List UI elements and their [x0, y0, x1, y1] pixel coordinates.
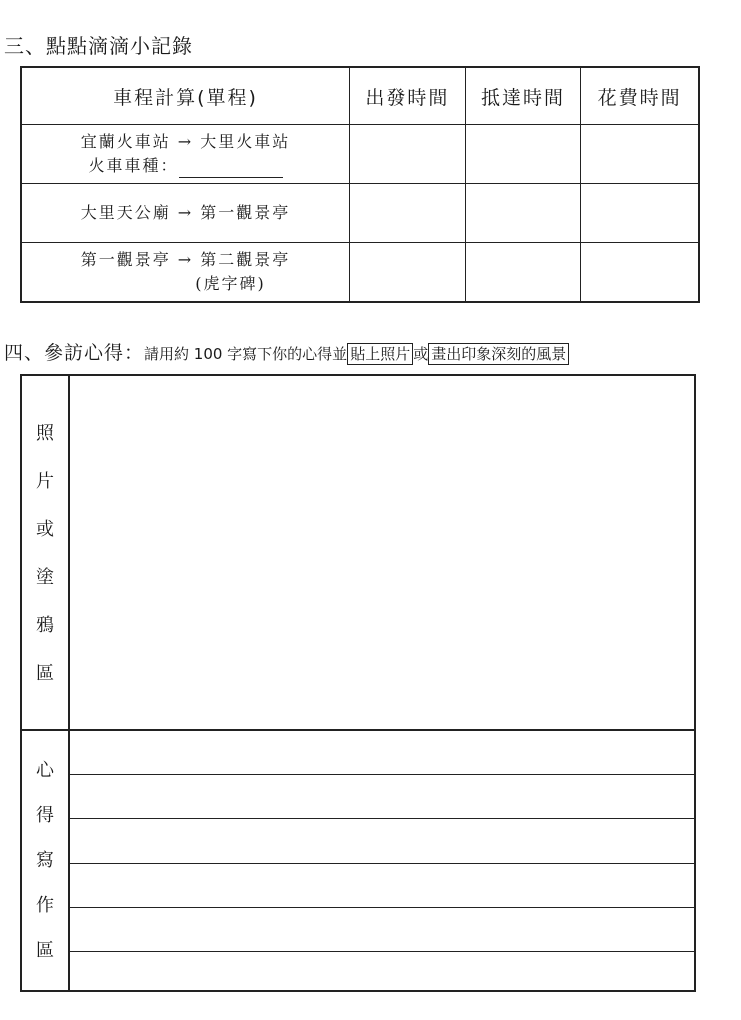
arrival-cell[interactable]	[465, 125, 581, 184]
label-char: 心	[36, 760, 54, 781]
instruction-or: 或	[413, 345, 429, 363]
duration-cell[interactable]	[581, 243, 699, 303]
label-char: 鴉	[36, 615, 54, 636]
label-char: 作	[36, 895, 54, 916]
route-note: (虎字碑)	[195, 274, 266, 293]
departure-cell[interactable]	[350, 184, 466, 243]
arrival-cell[interactable]	[465, 243, 581, 303]
route-text: 大里天公廟 → 第一觀景亭	[80, 203, 291, 222]
photo-drawing-area[interactable]	[70, 376, 694, 728]
departure-cell[interactable]	[350, 243, 466, 303]
travel-record-table	[20, 66, 700, 303]
table-header-row	[21, 67, 699, 125]
header-departure: 出發時間	[350, 67, 466, 125]
writing-line	[68, 907, 694, 908]
header-route: 車程計算(單程)	[21, 67, 350, 125]
label-char: 照	[36, 423, 54, 444]
header-duration: 花費時間	[581, 67, 699, 125]
paste-photo-box: 貼上照片	[347, 343, 413, 365]
table-row	[21, 243, 699, 303]
route-text: 第一觀景亭 → 第二觀景亭	[80, 250, 291, 269]
header-arrival: 抵達時間	[465, 67, 581, 125]
writing-line	[68, 774, 694, 775]
writing-line	[68, 863, 694, 864]
label-char: 寫	[36, 850, 54, 871]
writing-line	[68, 818, 694, 819]
section-4-title	[4, 338, 569, 365]
route-cell	[21, 243, 350, 303]
writing-line	[68, 951, 694, 952]
draw-scenery-box: 畫出印象深刻的風景	[428, 343, 569, 365]
photo-area-label	[22, 410, 68, 698]
train-type-label: 火車車種：	[88, 156, 179, 175]
label-char: 片	[36, 471, 54, 492]
label-char: 區	[36, 663, 54, 684]
label-char: 或	[36, 519, 54, 540]
area-divider	[22, 729, 694, 731]
arrival-cell[interactable]	[465, 184, 581, 243]
reflection-box	[20, 374, 696, 992]
train-type-blank[interactable]	[179, 161, 283, 178]
duration-cell[interactable]	[581, 184, 699, 243]
table-row	[21, 184, 699, 243]
writing-area-label	[22, 748, 68, 973]
section-4-heading: 四、參訪心得：	[4, 342, 145, 364]
route-text: 宜蘭火車站 → 大里火車站	[80, 132, 291, 151]
departure-cell[interactable]	[350, 125, 466, 184]
duration-cell[interactable]	[581, 125, 699, 184]
section-3-title: 三、點點滴滴小記錄	[4, 34, 193, 58]
route-cell	[21, 184, 350, 243]
route-cell	[21, 125, 350, 184]
label-char: 塗	[36, 567, 54, 588]
instruction-text: 請用約 100 字寫下你的心得並	[144, 345, 348, 363]
table-row	[21, 125, 699, 184]
label-char: 得	[36, 805, 54, 826]
label-char: 區	[36, 940, 54, 961]
